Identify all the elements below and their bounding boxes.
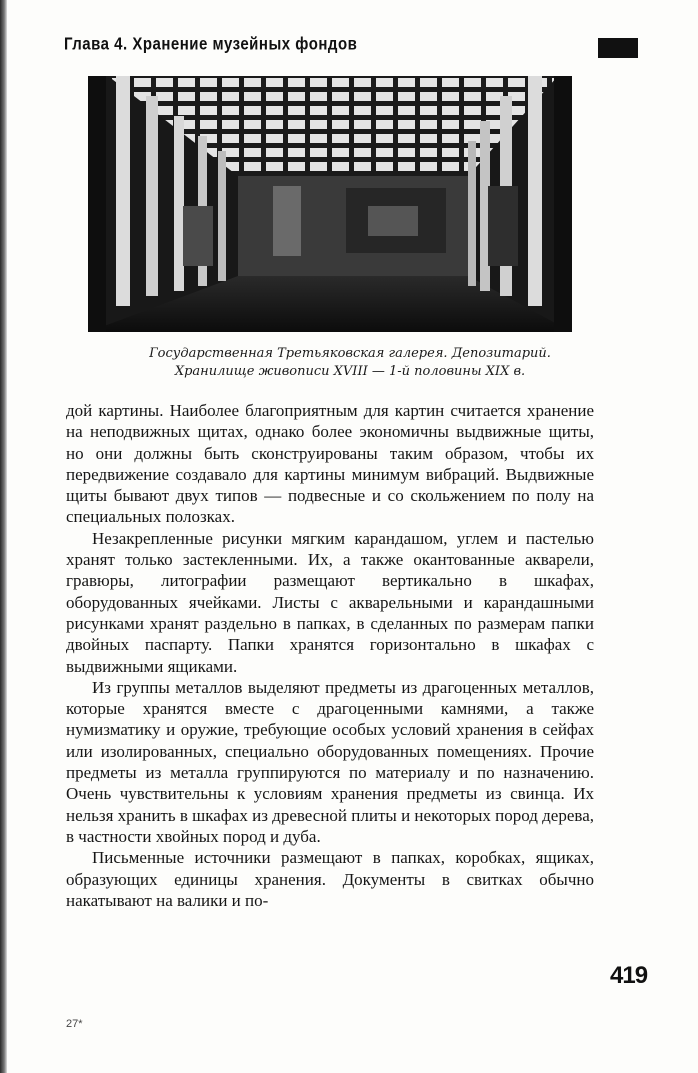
page-binding-shadow bbox=[0, 0, 7, 1073]
body-text bbox=[66, 400, 594, 911]
caption-line-2: Хранилище живописи XVIII — 1-й половины XIX в. bbox=[174, 364, 526, 379]
signature-mark: 27* bbox=[66, 1018, 83, 1030]
paragraph-3: Из группы металлов выделяют предметы из драгоценных металлов, которые хранятся вместе с драгоценными камнями, а также нумизматику и оружие, требующие особых условий хранения в сейфах или изолированных, специально оборудованных помещениях. Прочие предметы из металла группируются по материалу и по назначению. Очень чувствительны к условиям хранения предметы из свинца. Их нельзя хранить в шкафах из древесной плиты и некоторых пород дерева, в частности хвойных пород и дуба. bbox=[66, 677, 594, 846]
photo-caption bbox=[60, 345, 640, 381]
paragraph-1: дой картины. Наиболее благоприятным для картин считается хранение на неподвижных щитах, однако более экономичны выдвижные щиты, но они должны быть сконструированы таким образом, чтобы их передвижение создавало для картины минимум вибраций. Выдвижные щиты бывают двух типов — подвесные и со скольжением по полу на специальных полозках. bbox=[66, 401, 594, 527]
caption-line-1: Государственная Третьяковская галерея. Депозитарий. bbox=[149, 346, 551, 361]
paragraph-2: Незакрепленные рисунки мягким карандашом, углем и пастелью хранят только застекленными. Их, а также окантованные акварели, гравюры, литографии размещают вертикально в шкафах, оборудованных ячейками. Листы с акварельными и карандашными рисунками хранят раздельно в папках, в сделанных по размерам папки двойных паспарту. Папки хранятся горизонтально в шкафах с выдвижными ящиками. bbox=[66, 528, 594, 676]
running-head: Глава 4. Хранение музейных фондов bbox=[64, 34, 358, 55]
gallery-depository-photo bbox=[88, 76, 572, 332]
page-number: 419 bbox=[610, 962, 648, 989]
chapter-marker-bar bbox=[598, 38, 638, 58]
paragraph-4: Письменные источники размещают в папках, коробках, ящиках, образующих единицы хранения. Документы в свитках обычно накатывают на валики и по- bbox=[66, 848, 594, 910]
